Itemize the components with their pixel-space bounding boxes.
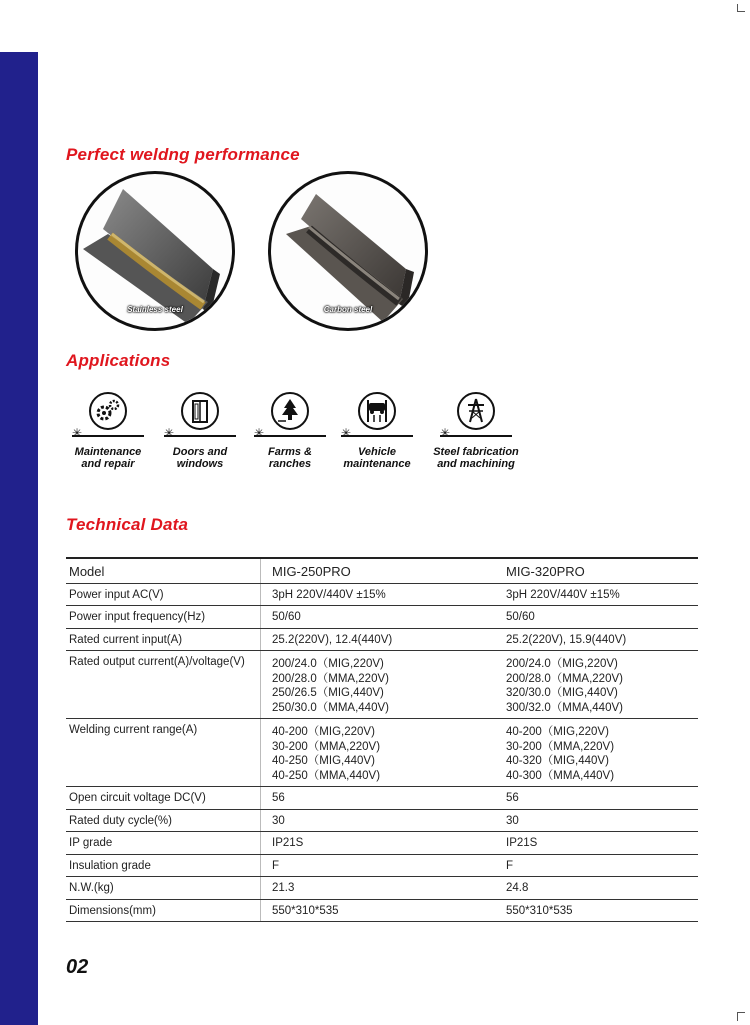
application-label: and machining [437,458,515,470]
table-row [66,809,698,832]
section-title-applications: Applications [66,351,171,370]
spark-icon: ✳ [164,426,175,440]
photo-label: Stainless steel [127,305,183,314]
page-number: 02 [66,956,89,978]
spec-value: 30 [495,809,698,832]
tree-icon [271,392,309,430]
application-item [150,392,250,470]
application-label: Vehicle [357,446,397,458]
spec-label: Rated current input(A) [66,628,261,651]
application-label: windows [176,458,224,470]
application-item [426,392,526,470]
spec-value: 50/60 [495,606,698,629]
stainless-steel-photo [75,171,235,331]
table-row [66,651,698,719]
spec-value: 30 [261,809,496,832]
spec-label: Rated duty cycle(%) [66,809,261,832]
application-label: Doors and [172,446,228,458]
section-title-technical: Technical Data [66,515,189,534]
table-row [66,583,698,606]
spec-label: N.W.(kg) [66,877,261,900]
spec-label: Power input frequency(Hz) [66,606,261,629]
spec-value: 3pH 220V/440V ±15% [261,583,496,606]
spec-label: Insulation grade [66,854,261,877]
spec-label: Welding current range(A) [66,719,261,787]
baseline-divider [341,435,413,437]
spec-value: IP21S [495,832,698,855]
spec-value: 50/60 [261,606,496,629]
spec-value: 56 [261,787,496,810]
spec-value: IP21S [261,832,496,855]
side-bar [0,52,38,1025]
spec-value: 550*310*535 [261,899,496,922]
spec-label: Power input AC(V) [66,583,261,606]
photo-label: Carbon steel [323,305,373,314]
technical-data-table [66,557,698,922]
spec-label: Model [66,558,261,583]
crop-mark [737,1012,745,1013]
spec-value: F [261,854,496,877]
spec-value: 3pH 220V/440V ±15% [495,583,698,606]
spec-value: MIG-320PRO [495,558,698,583]
application-label: maintenance [343,458,411,470]
table-row [66,832,698,855]
application-item [327,392,427,470]
crop-mark [737,11,745,12]
spec-value: 24.8 [495,877,698,900]
table-row [66,854,698,877]
spark-icon: ✳ [440,426,451,440]
spec-label: Open circuit voltage DC(V) [66,787,261,810]
spec-value: 550*310*535 [495,899,698,922]
spec-value: 200/24.0（MIG,220V) 200/28.0（MMA,220V) 250/26.5（MIG,440V) 250/30.0（MMA,440V) [272,658,389,714]
spec-label: Dimensions(mm) [66,899,261,922]
table-row [66,719,698,787]
table-row [66,606,698,629]
spec-value: 21.3 [261,877,496,900]
spec-label: IP grade [66,832,261,855]
spec-value: 56 [495,787,698,810]
section-title-welding: Perfect weldng performance [66,145,300,164]
spec-value: 40-200（MIG,220V) 30-200（MMA,220V) 40-320（MIG,440V) 40-300（MMA,440V) [506,726,615,782]
baseline-divider [440,435,512,437]
crop-mark [737,1013,738,1021]
application-label: ranches [268,458,312,470]
application-label: Farms & [267,446,313,458]
table-row [66,628,698,651]
table-row [66,877,698,900]
table-row [66,558,698,583]
baseline-divider [164,435,236,437]
application-label: Maintenance [74,446,142,458]
spec-label: Rated output current(A)/voltage(V) [66,651,261,719]
spec-value: 25.2(220V), 15.9(440V) [495,628,698,651]
baseline-divider [254,435,326,437]
spark-icon: ✳ [341,426,352,440]
spec-value: F [495,854,698,877]
table-row [66,899,698,922]
application-label: Steel fabrication [433,446,519,458]
tower-icon [457,392,495,430]
spec-value: 200/24.0（MIG,220V) 200/28.0（MMA,220V) 320/30.0（MIG,440V) 300/32.0（MMA,440V) [506,658,623,714]
car-lift-icon [358,392,396,430]
spark-icon: ✳ [72,426,83,440]
spec-value: 40-200（MIG,220V) 30-200（MMA,220V) 40-250（MIG,440V) 40-250（MMA,440V) [272,726,381,782]
spec-value: 25.2(220V), 12.4(440V) [261,628,496,651]
table-row [66,787,698,810]
spec-value: MIG-250PRO [261,558,496,583]
door-icon [181,392,219,430]
spark-icon: ✳ [254,426,265,440]
application-label: and repair [81,458,135,470]
carbon-steel-photo [268,171,428,331]
application-item [58,392,158,470]
baseline-divider [72,435,144,437]
application-item [240,392,340,470]
gears-icon [89,392,127,430]
